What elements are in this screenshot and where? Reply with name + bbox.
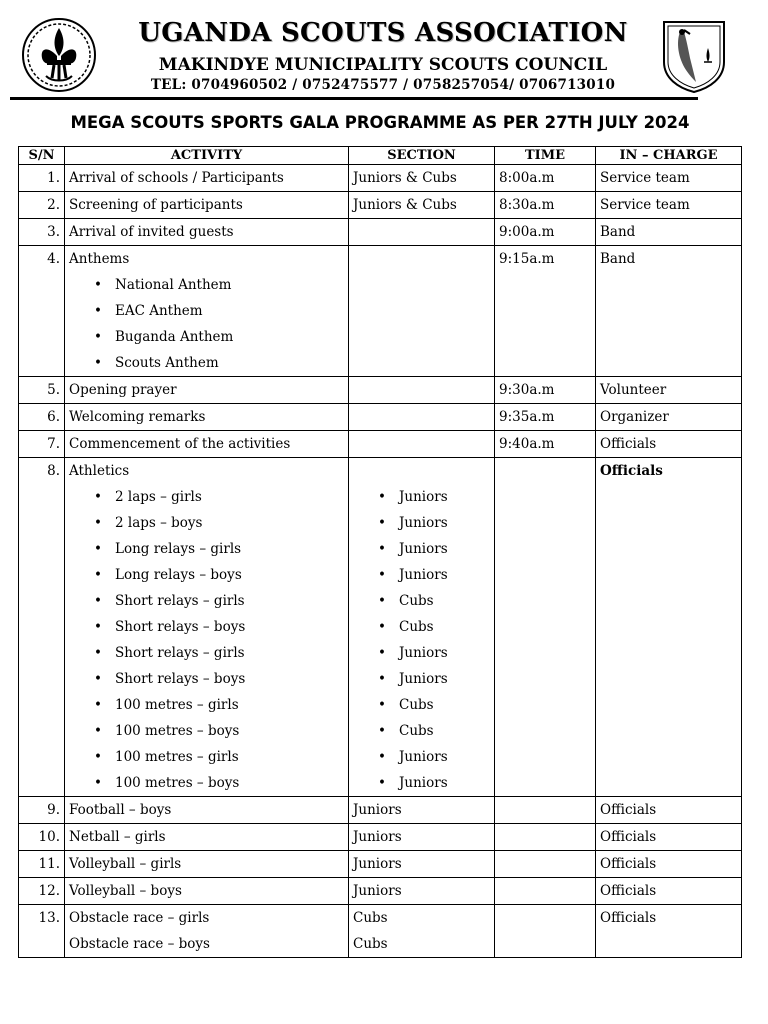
row-activity: Volleyball – boys [65,878,349,905]
activity-line: Obstacle race – girls [69,910,210,926]
list-item: • Juniors [378,770,490,796]
table-header-row [19,147,742,165]
row-activity [65,458,349,797]
row-section: Juniors & Cubs [349,165,495,192]
row-time: 8:30a.m [495,192,596,219]
row-section: Juniors [349,824,495,851]
row-section [349,431,495,458]
row-sn: 7. [19,431,65,458]
row-time: 9:00a.m [495,219,596,246]
list-item: • 2 laps – boys [94,510,344,536]
list-item: • Juniors [378,484,490,510]
row-activity: Arrival of schools / Participants [65,165,349,192]
table-row [19,797,742,824]
list-item: • Short relays – boys [94,666,344,692]
row-section [349,219,495,246]
athletics-section-list [353,484,490,796]
list-item: • 2 laps – girls [94,484,344,510]
list-item: • Long relays – girls [94,536,344,562]
row-sn: 9. [19,797,65,824]
list-item: • Juniors [378,640,490,666]
row-in-charge: Band [596,219,742,246]
list-item: • Buganda Anthem [94,324,344,350]
row-in-charge: Officials [596,851,742,878]
list-item: • Juniors [378,744,490,770]
list-item: • National Anthem [94,272,344,298]
table-row [19,905,742,958]
table-row [19,165,742,192]
row-in-charge: Service team [596,192,742,219]
row-in-charge: Volunteer [596,377,742,404]
telephone-line: TEL: 0704960502 / 0752475577 / 0758257054/ 0706713010 [150,77,616,93]
row-in-charge: Officials [596,824,742,851]
list-item: • Cubs [378,718,490,744]
row-sn: 11. [19,851,65,878]
row-sn: 5. [19,377,65,404]
row-time: 9:15a.m [495,246,596,377]
table-row [19,431,742,458]
row-section [349,458,495,797]
table-row [19,192,742,219]
row-sn: 3. [19,219,65,246]
row-activity [65,905,349,958]
activity-line: Obstacle race – boys [69,936,210,952]
column-header-time: TIME [495,147,596,165]
organization-name: UGANDA SCOUTS ASSOCIATION [138,18,628,48]
list-item: • 100 metres – girls [94,744,344,770]
table-row [19,246,742,377]
row-in-charge: Organizer [596,404,742,431]
row-section: Juniors & Cubs [349,192,495,219]
list-item: • Scouts Anthem [94,350,344,376]
row-sn: 13. [19,905,65,958]
row-in-charge: Officials [596,458,742,797]
list-item: • Long relays – boys [94,562,344,588]
row-in-charge: Band [596,246,742,377]
header-divider [10,97,698,100]
row-sn: 1. [19,165,65,192]
row-sn: 6. [19,404,65,431]
row-sn: 12. [19,878,65,905]
row-time [495,797,596,824]
list-item: • 100 metres – girls [94,692,344,718]
table-row [19,219,742,246]
list-item: • Short relays – girls [94,588,344,614]
row-section [349,404,495,431]
section-line: Cubs [353,910,388,926]
list-item: • Juniors [378,666,490,692]
row-sn: 8. [19,458,65,797]
column-header-activity: ACTIVITY [65,147,349,165]
council-name: MAKINDYE MUNICIPALITY SCOUTS COUNCIL [158,55,608,75]
table-row [19,824,742,851]
row-sn: 4. [19,246,65,377]
list-item: • Juniors [378,536,490,562]
row-activity: Netball – girls [65,824,349,851]
row-sn: 2. [19,192,65,219]
column-header-sn: S/N [19,147,65,165]
activity-heading: Athletics [69,463,130,479]
row-activity [65,246,349,377]
row-time: 9:30a.m [495,377,596,404]
row-time [495,878,596,905]
programme-table [18,146,742,958]
list-item: • Juniors [378,510,490,536]
row-activity: Commencement of the activities [65,431,349,458]
row-section [349,246,495,377]
list-item: • Short relays – girls [94,640,344,666]
row-sn: 10. [19,824,65,851]
row-section: Juniors [349,878,495,905]
activity-heading: Anthems [69,251,130,267]
row-activity: Football – boys [65,797,349,824]
section-line: Cubs [353,936,388,952]
row-in-charge: Service team [596,165,742,192]
list-item: • Cubs [378,692,490,718]
list-item: • Juniors [378,562,490,588]
row-in-charge: Officials [596,797,742,824]
table-row [19,458,742,797]
row-in-charge: Officials [596,431,742,458]
list-item: • Cubs [378,588,490,614]
row-activity: Volleyball – girls [65,851,349,878]
row-time: 9:40a.m [495,431,596,458]
row-section: Juniors [349,851,495,878]
anthem-list [69,272,344,376]
row-time: 8:00a.m [495,165,596,192]
row-time: 9:35a.m [495,404,596,431]
table-row [19,878,742,905]
table-row [19,851,742,878]
scout-emblem-logo [20,16,98,94]
list-item: • 100 metres – boys [94,770,344,796]
row-time [495,851,596,878]
row-activity: Opening prayer [65,377,349,404]
row-in-charge: Officials [596,878,742,905]
column-header-section: SECTION [349,147,495,165]
row-time [495,824,596,851]
table-row [19,404,742,431]
athletics-event-list [69,484,344,796]
list-item: • Cubs [378,614,490,640]
list-item: • Short relays – boys [94,614,344,640]
list-item: • 100 metres – boys [94,718,344,744]
table-row [19,377,742,404]
row-section [349,905,495,958]
row-activity: Welcoming remarks [65,404,349,431]
row-activity: Arrival of invited guests [65,219,349,246]
row-in-charge: Officials [596,905,742,958]
row-activity: Screening of participants [65,192,349,219]
column-header-in-charge: IN – CHARGE [596,147,742,165]
row-section [349,377,495,404]
uganda-crest-logo [660,18,728,94]
programme-title: MEGA SCOUTS SPORTS GALA PROGRAMME AS PER 27TH JULY 2024 [70,113,690,132]
list-item: • EAC Anthem [94,298,344,324]
row-time [495,458,596,797]
row-time [495,905,596,958]
row-section: Juniors [349,797,495,824]
